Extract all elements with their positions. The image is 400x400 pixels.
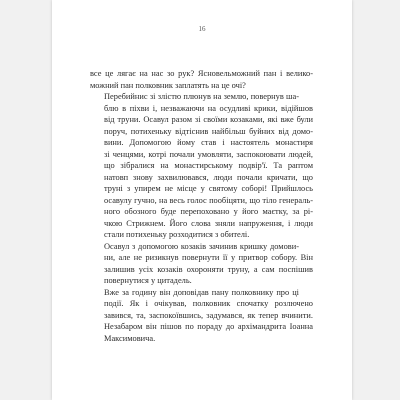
text-line: залишив усіх козаків охороняти труну, а сам поспішив (104, 264, 313, 274)
text-line: події. Як і очікував, полковник спочатку розлючено (104, 299, 313, 308)
paragraph (90, 68, 313, 91)
text-line: осавулу гучно, на весь голос пообіцяти, що тіло генераль- (104, 195, 313, 205)
page-number: 16 (198, 25, 206, 33)
text-line: чкою Стрижнем. Його слова зняли напруження, і люди (104, 218, 313, 228)
text-line: Вже за годину він доповідав пану полковнику про ці (104, 287, 300, 297)
text-line: блю в піхви і, незважаючи на осудливі крики, відійшов (104, 103, 313, 113)
book-page (52, 0, 352, 400)
text-line: можний пан полковник заплатять на це очі? (90, 80, 246, 90)
body-text (90, 68, 313, 344)
text-line: завився, та, заспокоївшись, задумався, як тепер вчинити. (104, 310, 313, 320)
text-line: Незабаром він пішов по пораду до архімандрита Іоанна (104, 322, 313, 331)
paragraph (90, 287, 313, 345)
text-line: натовп знову захвилювався, люди почали кричати, що (104, 172, 313, 182)
paragraph (90, 91, 313, 241)
text-line: труні з упирем не місце у святому соборі! Прийшлось (104, 184, 313, 193)
text-line: поруч, потихеньку відтіснив найбільш буйних від домо- (104, 126, 313, 136)
text-line: ни, але не ризикнув повернути її у притвор собору. Він (104, 253, 313, 262)
text-line: зі ченцями, котрі почали умовляти, заспокоювати людей, (104, 149, 313, 159)
paragraph (90, 241, 313, 287)
text-line: повернутися у цитадель. (104, 276, 192, 285)
text-line: все це лягає на нас зо рук? Ясновельможний пан і велико- (90, 69, 313, 78)
text-line: Максимовича. (104, 333, 156, 343)
text-line: Перебийнис зі злістю плюнув на землю, повернув ша- (104, 92, 299, 101)
text-line: Осавул з допомогою козаків зачинив кришку домови- (104, 241, 299, 251)
text-line: що зібралися на монастирському подвір'ї. Та раптом (104, 161, 314, 170)
text-line: від труни. Осавул разом зі своїми козаками, які вже були (104, 115, 313, 124)
text-line: ного обозного буде перепоховано у його маєтку, за рі- (104, 207, 313, 216)
text-line: вини. Допомогою йому став і настоятель монастиря (104, 138, 313, 147)
text-line: стали потихеньку розходитися з обителі. (104, 230, 250, 239)
